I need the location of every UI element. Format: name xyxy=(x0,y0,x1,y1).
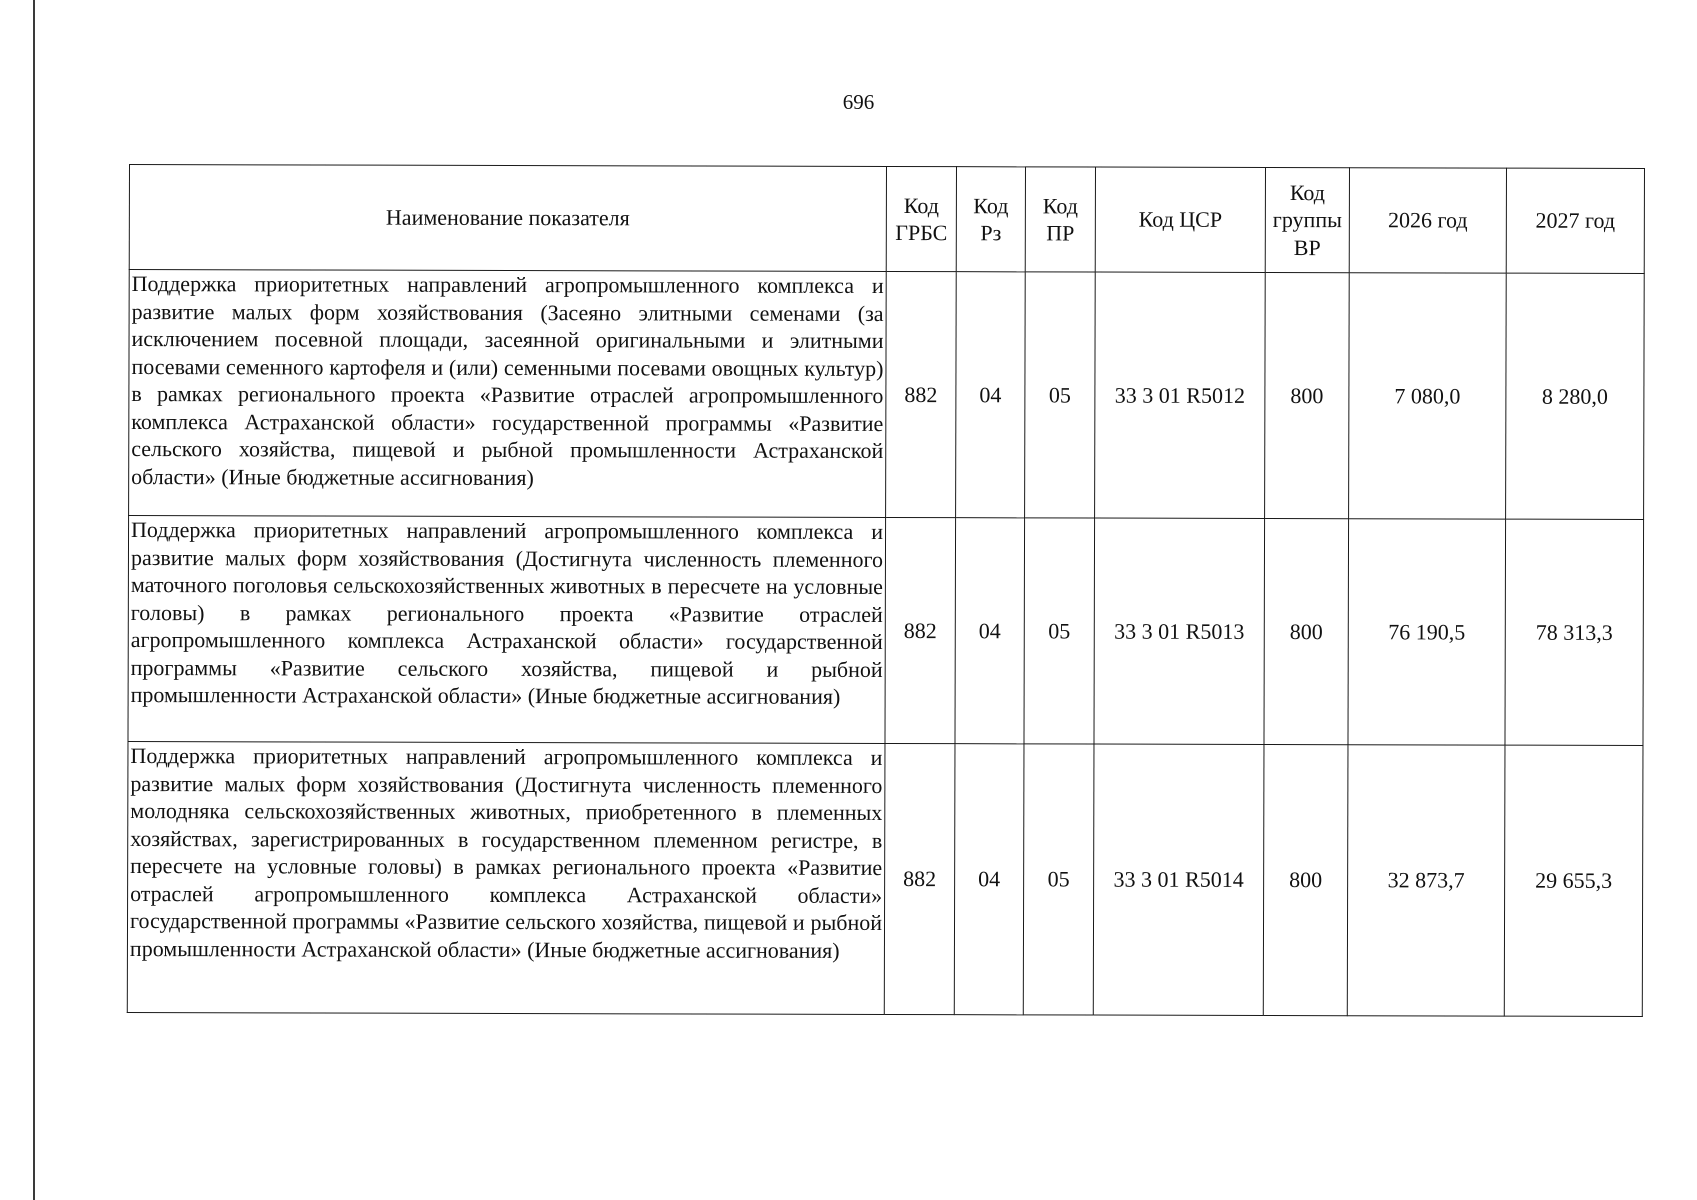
row-grbs-cell: 882 xyxy=(885,517,956,743)
row-vr-cell: 800 xyxy=(1263,744,1348,1015)
row-rz-cell: 04 xyxy=(956,272,1026,518)
table-row xyxy=(129,270,1645,520)
row-grbs-cell: 882 xyxy=(886,271,957,517)
row-pr-cell: 05 xyxy=(1025,272,1096,518)
row-2026-cell: 7 080,0 xyxy=(1349,273,1507,519)
header-grbs: Код ГРБС xyxy=(886,166,956,271)
header-rz: Код Рз xyxy=(956,167,1025,272)
budget-table xyxy=(127,164,1645,1017)
binding-margin-line xyxy=(33,0,35,1200)
header-csr: Код ЦСР xyxy=(1095,167,1265,272)
row-vr-cell: 800 xyxy=(1265,272,1350,518)
table-header-row xyxy=(129,165,1644,274)
row-2027-cell: 29 655,3 xyxy=(1504,745,1643,1016)
row-rz-cell: 04 xyxy=(954,744,1024,1015)
row-csr-cell: 33 3 01 R5014 xyxy=(1093,744,1264,1015)
row-name-cell: Поддержка приоритетных направлений агропромышленного комплекса и развитие малых форм хозяйствования (Достигнута численность племенного маточного поголовья сельскохозяйственных животных в пересчете на условные головы) в рамках регионального проекта «Развитие отраслей агропромышленного комплекса Астраханской области» государственной программы «Развитие сельского хозяйства, пищевой и рыбной промышленности Астраханской области» (Иные бюджетные ассигнования) xyxy=(128,516,886,744)
table-row xyxy=(127,741,1643,1016)
row-2026-cell: 76 190,5 xyxy=(1348,519,1506,745)
header-pr: Код ПР xyxy=(1025,167,1095,272)
row-csr-cell: 33 3 01 R5013 xyxy=(1094,518,1265,744)
row-2026-cell: 32 873,7 xyxy=(1347,745,1505,1016)
page-number: 696 xyxy=(842,90,875,114)
header-vr: Код группы ВР xyxy=(1265,167,1349,272)
row-pr-cell: 05 xyxy=(1024,518,1095,744)
row-rz-cell: 04 xyxy=(955,518,1025,744)
row-csr-cell: 33 3 01 R5012 xyxy=(1095,272,1266,518)
row-name-cell: Поддержка приоритетных направлений агропромышленного комплекса и развитие малых форм хозяйствования (Достигнута численность племенного молодняка сельскохозяйственных животных, приобретенного в племенных хозяйствах, зарегистрированных в государственном племенном регистре, в пересчете на условные головы) в рамках регионального проекта «Развитие отраслей агропромышленного комплекса Астраханской области» государственной программы «Развитие сельского хозяйства, пищевой и рыбной промышленности Астраханской области» (Иные бюджетные ассигнования) xyxy=(127,741,885,1014)
header-2027: 2027 год xyxy=(1506,168,1644,273)
row-pr-cell: 05 xyxy=(1023,744,1094,1015)
header-name: Наименование показателя xyxy=(129,165,886,272)
row-2027-cell: 8 280,0 xyxy=(1506,273,1645,519)
row-name-cell: Поддержка приоритетных направлений агропромышленного комплекса и развитие малых форм хозяйствования (Засеяно элитными семенами (за исключением посевной площади, засеянной оригинальными и элитными посевами семенного картофеля и (или) семенными посевами овощных культур) в рамках регионального проекта «Развитие отраслей агропромышленного комплекса Астраханской области» государственной программы «Развитие сельского хозяйства, пищевой и рыбной промышленности Астраханской области» (Иные бюджетные ассигнования) xyxy=(129,270,887,518)
row-vr-cell: 800 xyxy=(1264,518,1349,744)
row-2027-cell: 78 313,3 xyxy=(1505,519,1644,745)
row-grbs-cell: 882 xyxy=(884,743,955,1014)
table-row xyxy=(128,516,1644,746)
header-2026: 2026 год xyxy=(1349,168,1506,273)
